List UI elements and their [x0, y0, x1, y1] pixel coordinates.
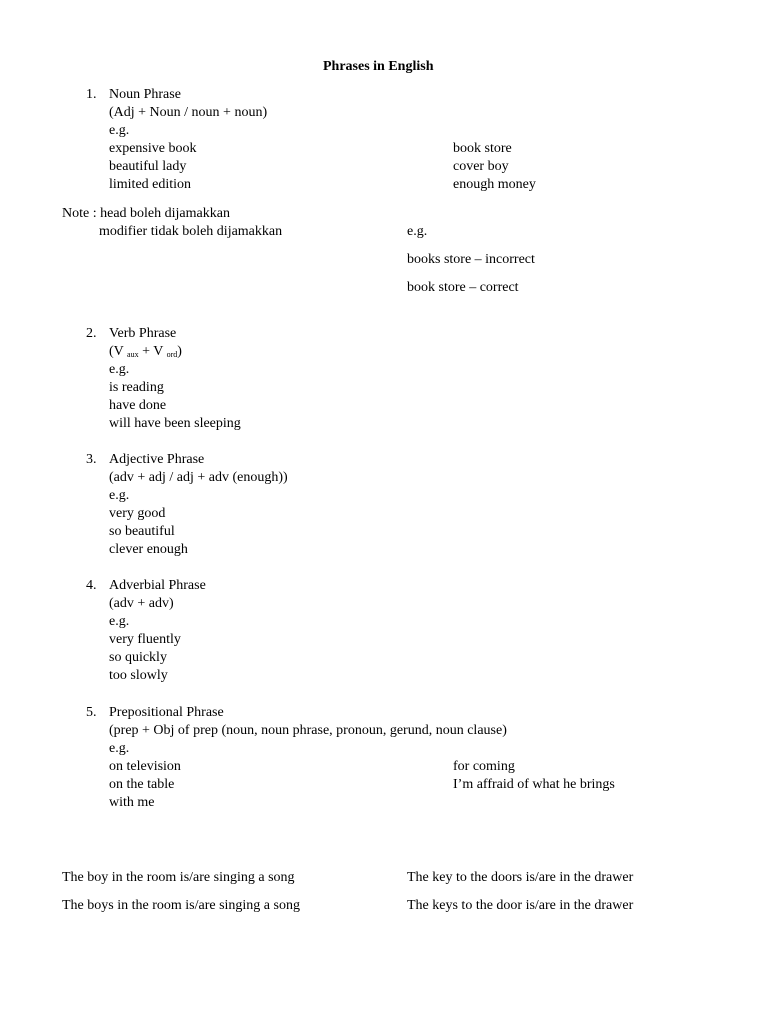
example-item: limited edition	[109, 177, 192, 192]
section-heading: Verb Phrase	[109, 326, 177, 341]
formula-subscript: aux	[127, 350, 139, 359]
section-formula	[109, 343, 182, 361]
section-number: 5.	[86, 705, 97, 720]
section-formula: (adv + adv)	[109, 596, 174, 611]
example-item: cover boy	[453, 159, 509, 174]
example-item: have done	[109, 398, 167, 413]
example-item: too slowly	[109, 668, 168, 683]
eg-label: e.g.	[109, 614, 130, 629]
example-sentence: The key to the doors is/are in the drawer	[407, 870, 634, 885]
section-formula: (prep + Obj of prep (noun, noun phrase, pronoun, gerund, noun clause)	[109, 723, 507, 738]
example-item: with me	[109, 795, 155, 810]
example-item: on television	[109, 759, 181, 774]
formula-close: )	[177, 344, 182, 359]
example-sentence: The boy in the room is/are singing a song	[62, 870, 295, 885]
section-number: 2.	[86, 326, 97, 341]
formula-subscript: ord	[166, 350, 178, 359]
example-item: so quickly	[109, 650, 167, 665]
example-item: enough money	[453, 177, 536, 192]
example-item: very fluently	[109, 632, 181, 647]
example-sentence: The boys in the room is/are singing a song	[62, 898, 300, 913]
section-number: 1.	[86, 87, 97, 102]
note-line: Note : head boleh dijamakkan	[62, 206, 230, 221]
page-title: Phrases in English	[323, 59, 434, 74]
eg-label: e.g.	[407, 224, 428, 239]
example-item: clever enough	[109, 542, 188, 557]
section-heading: Adjective Phrase	[109, 452, 205, 467]
section-heading: Noun Phrase	[109, 87, 181, 102]
eg-label: e.g.	[109, 741, 130, 756]
eg-label: e.g.	[109, 488, 130, 503]
formula-plus: + V	[142, 344, 164, 359]
section-heading: Adverbial Phrase	[109, 578, 206, 593]
section-heading: Prepositional Phrase	[109, 705, 224, 720]
section-number: 3.	[86, 452, 97, 467]
example-sentence: The keys to the door is/are in the drawer	[407, 898, 634, 913]
example-item: expensive book	[109, 141, 197, 156]
example-item: so beautiful	[109, 524, 175, 539]
section-formula: (Adj + Noun / noun + noun)	[109, 105, 268, 120]
section-formula: (adv + adj / adj + adv (enough))	[109, 470, 288, 485]
example-item: for coming	[453, 759, 515, 774]
example-item: beautiful lady	[109, 159, 187, 174]
note-line: modifier tidak boleh dijamakkan	[99, 224, 283, 239]
eg-label: e.g.	[109, 123, 130, 138]
section-number: 4.	[86, 578, 97, 593]
example-item: very good	[109, 506, 166, 521]
note-example-incorrect: books store – incorrect	[407, 252, 535, 267]
eg-label: e.g.	[109, 362, 130, 377]
example-item: book store	[453, 141, 512, 156]
example-item: on the table	[109, 777, 175, 792]
example-item: I’m affraid of what he brings	[453, 777, 615, 792]
formula-open: (V	[109, 344, 124, 359]
example-item: is reading	[109, 380, 164, 395]
example-item: will have been sleeping	[109, 416, 241, 431]
note-example-correct: book store – correct	[407, 280, 519, 295]
